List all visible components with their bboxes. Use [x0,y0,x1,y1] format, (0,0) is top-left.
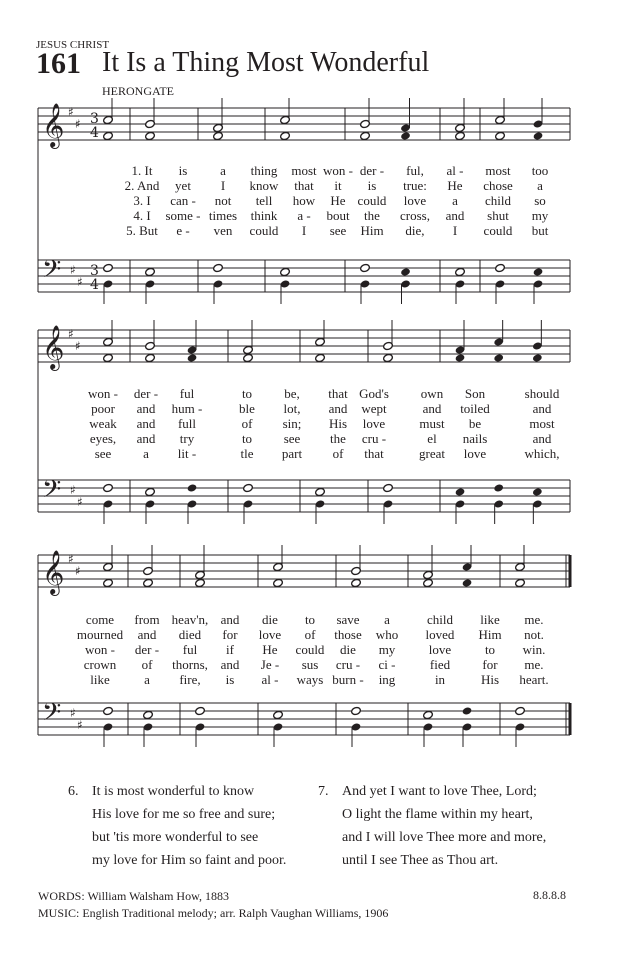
lyric-syllable: could [295,642,325,657]
lyric-syllable: wept [361,401,387,416]
lyric-syllable: ful [182,642,198,657]
lyric-syllable: yet [175,178,191,193]
lyric-syllable: der - [134,642,160,657]
lyric-syllable: which, [524,446,560,461]
lyric-syllable: lot, [283,401,301,416]
lyric-syllable: His [328,416,348,431]
svg-text:♯: ♯ [75,564,81,578]
lyric-syllable: hum - [171,401,203,416]
lyric-syllable: bout [326,208,350,223]
lyric-syllable: know [249,178,279,193]
lyric-syllable: like [480,612,500,627]
lyric-syllable: 5. But [126,223,158,238]
lyric-syllable: and [532,431,552,446]
lyric-syllable: thorns, [172,657,208,672]
lyric-syllable: and [445,208,465,223]
lyric-syllable: that [294,178,314,193]
lyric-syllable: die [262,612,278,627]
svg-text:♯: ♯ [70,706,76,720]
lyric-syllable: heav'n, [171,612,209,627]
verse-7: 7. And yet I want to love Thee, Lord; O light the flame within my heart, and I will love Thee more and more, until I see Thee as Thou art. [318,784,547,868]
lyric-syllable: ven [213,223,233,238]
lyric-syllable: al - [261,672,279,687]
svg-text:♯: ♯ [68,552,74,566]
svg-text:𝄢: 𝄢 [42,698,62,733]
lyric-syllable: 1. It [131,163,153,178]
lyric-syllable: and [136,401,156,416]
lyric-syllable: die, [405,223,425,238]
lyric-syllable: see [329,223,347,238]
lyric-syllable: poor [91,401,115,416]
lyric-syllable: and [136,431,156,446]
lyric-syllable: ble [239,401,255,416]
lyric-syllable: it [334,178,342,193]
lyric-syllable: could [483,223,513,238]
lyric-syllable: fied [429,657,451,672]
lyric-syllable: tle [240,446,254,461]
svg-text:𝄞: 𝄞 [42,103,65,147]
lyric-syllable: mourned [76,627,124,642]
lyric-syllable: ful [179,386,195,401]
meter: 8.8.8.8 [533,888,566,902]
lyric-syllable: eyes, [89,431,117,446]
lyric-syllable: I [301,223,307,238]
lyric-syllable: of [304,627,316,642]
svg-text:𝄞: 𝄞 [42,325,65,369]
words-credit: WORDS: William Walsham How, 1883 [38,889,229,903]
lyric-syllable: that [328,386,348,401]
lyric-syllable: most [485,163,511,178]
lyric-syllable: most [529,416,555,431]
lyric-syllable: fire, [179,672,201,687]
lyric-syllable: in [434,672,446,687]
lyric-syllable: Him [360,223,384,238]
lyric-syllable: and [328,401,348,416]
lyric-syllable: love [403,193,427,208]
svg-text:♯: ♯ [77,275,83,289]
hymn-title: It Is a Thing Most Wonderful [102,47,430,78]
lyric-syllable: died [178,627,202,642]
verse-6: 6. It is most wonderful to know His love for me so free and sure; but 'tis more wonderful to see my love for Him so faint and poor. [68,784,287,868]
lyric-syllable: tell [255,193,273,208]
lyric-syllable: is [178,163,188,178]
svg-text:♯: ♯ [68,327,74,341]
lyric-syllable: to [241,386,253,401]
lyric-syllable: think [250,208,278,223]
lyric-syllable: won - [85,642,115,657]
lyric-syllable: too [531,163,549,178]
lyric-syllable: the [330,431,346,446]
lyric-syllable: and [422,401,442,416]
lyric-syllable: and [220,657,240,672]
lyric-syllable: a [384,612,390,627]
lyric-syllable: be [468,416,482,431]
lyric-syllable: times [208,208,238,223]
lyric-syllable: Je - [260,657,280,672]
svg-text:𝄢: 𝄢 [42,475,62,510]
lyric-syllable: the [364,208,380,223]
lyric-syllable: God's [359,386,389,401]
lyric-syllable: is [367,178,377,193]
lyric-syllable: thing [250,163,278,178]
svg-text:♯: ♯ [75,339,81,353]
lyric-syllable: from [134,612,160,627]
lyric-syllable: loved [425,627,455,642]
svg-text:3: 3 [90,263,99,279]
lyric-syllable: love [428,642,452,657]
lyric-syllable: a [452,193,458,208]
lyric-syllable: love [258,627,282,642]
lyric-syllable: not [214,193,232,208]
credits [38,888,388,922]
svg-text:♯: ♯ [70,263,76,277]
lyric-syllable: der - [133,386,159,401]
lyric-syllable: ways [296,672,324,687]
lyric-syllable: 2. And [124,178,160,193]
lyric-syllable: won - [88,386,118,401]
lyric-syllable: must [419,416,445,431]
lyric-syllable: ci - [378,657,396,672]
lyric-syllable: ing [378,672,396,687]
lyric-syllable: I [452,223,458,238]
lyric-syllable: who [375,627,399,642]
lyric-syllable: like [90,672,110,687]
lyric-syllable: shut [487,208,509,223]
lyric-syllable: to [304,612,316,627]
lyric-syllable: should [524,386,560,401]
lyric-syllable: cross, [400,208,430,223]
lyric-syllable: to [484,642,496,657]
lyric-syllable: come [85,612,115,627]
svg-text:𝄢: 𝄢 [42,255,62,290]
lyric-syllable: but [531,223,549,238]
lyric-syllable: cru - [335,657,361,672]
svg-text:3: 3 [90,111,99,127]
lyric-syllable: to [241,431,253,446]
svg-text:♯: ♯ [75,117,81,131]
lyric-syllable: and [532,401,552,416]
lyric-syllable: Him [478,627,502,642]
lyric-syllable: some - [165,208,201,223]
lyric-syllable: die [340,642,356,657]
lyric-syllable: for [482,657,498,672]
hymn-number: 161 [36,47,81,80]
lyric-syllable: I [220,178,226,193]
music-credit: MUSIC: English Traditional melody; arr. Ralph Vaughan Williams, 1906 [38,906,389,920]
lyric-syllable: true: [403,178,427,193]
lyric-syllable: crown [83,657,117,672]
lyric-syllable: win. [522,642,546,657]
lyric-syllable: great [419,446,445,461]
lyric-syllable: and [220,612,240,627]
lyric-syllable: lit - [177,446,197,461]
lyric-syllable: for [222,627,238,642]
lyric-syllable: child [485,193,511,208]
lyric-syllable: of [332,446,344,461]
lyric-syllable: save [336,612,360,627]
lyric-syllable: try [179,431,195,446]
svg-text:♯: ♯ [68,105,74,119]
lyric-syllable: my [531,208,549,223]
lyric-syllable: e - [176,223,190,238]
lyric-syllable: Son [464,386,486,401]
lyric-syllable: der - [359,163,385,178]
lyric-syllable: is [225,672,235,687]
lyric-syllable: He [262,642,278,657]
lyric-syllable: nails [462,431,488,446]
lyric-syllable: love [463,446,487,461]
lyric-syllable: He [447,178,463,193]
svg-text:4: 4 [90,125,99,141]
lyric-syllable: so [534,193,546,208]
lyric-syllable: won - [323,163,353,178]
lyric-syllable: see [94,446,112,461]
lyric-syllable: and [136,416,156,431]
tune-name: HERONGATE [102,84,174,98]
lyric-syllable: weak [89,416,117,431]
lyric-syllable: chose [483,178,513,193]
lyric-syllable: sus [301,657,319,672]
lyric-syllable: burn - [332,672,364,687]
lyric-syllable: part [281,446,303,461]
lyric-syllable: most [291,163,317,178]
lyric-syllable: my [378,642,396,657]
lyric-syllable: full [177,416,197,431]
lyric-syllable: not. [524,627,544,642]
lyric-syllable: His [480,672,500,687]
lyric-syllable: me. [524,657,544,672]
lyric-syllable: of [241,416,253,431]
svg-text:𝄞: 𝄞 [42,550,65,594]
lyric-syllable: ful, [406,163,424,178]
lyric-syllable: heart. [519,672,549,687]
lyric-syllable: and [137,627,157,642]
lyric-syllable: if [226,642,234,657]
lyric-syllable: love [362,416,386,431]
lyric-syllable: how [292,193,316,208]
lyric-syllable: a [220,163,226,178]
svg-text:♯: ♯ [77,718,83,732]
lyric-syllable: could [249,223,279,238]
svg-text:4: 4 [90,277,99,293]
lyric-syllable: a [537,178,543,193]
section-heading: JESUS CHRIST [36,39,110,51]
lyric-syllable: of [141,657,153,672]
lyric-syllable: me. [524,612,544,627]
lyric-syllable: a - [297,208,311,223]
svg-text:♯: ♯ [77,495,83,509]
lyric-syllable: 4. I [133,208,151,223]
svg-text:♯: ♯ [70,483,76,497]
lyric-syllable: that [364,446,384,461]
lyric-syllable: can - [170,193,196,208]
lyric-syllable: could [357,193,387,208]
lyric-syllable: child [427,612,453,627]
lyric-syllable: el [427,431,437,446]
lyric-syllable: own [420,386,444,401]
lyric-syllable: He [330,193,346,208]
lyric-syllable: a [143,446,149,461]
lyric-syllable: those [334,627,362,642]
lyric-syllable: cru - [361,431,387,446]
lyric-syllable: be, [284,386,300,401]
lyric-syllable: toiled [460,401,490,416]
lyric-syllable: al - [446,163,464,178]
lyric-syllable: a [144,672,150,687]
lyric-syllable: sin; [282,416,302,431]
lyric-syllable: 3. I [133,193,151,208]
lyric-syllable: see [283,431,301,446]
